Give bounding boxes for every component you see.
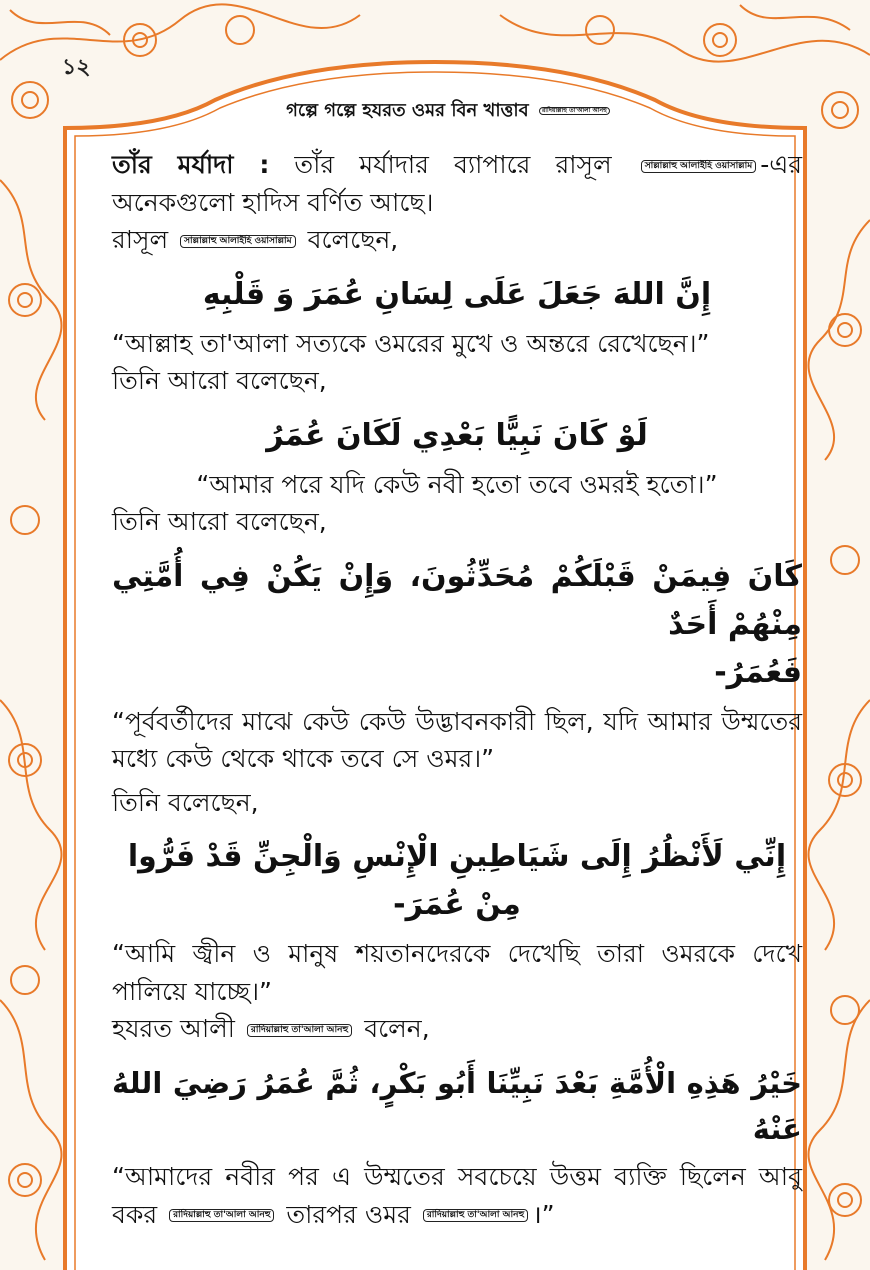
hadith-5-translation-end: ।” — [532, 1199, 555, 1229]
said-line-5 — [112, 1010, 802, 1048]
honorific-badge: রাদিয়াল্লাহু তা'আলা আনহু — [247, 1024, 352, 1037]
hadith-1-translation: “আল্লাহ তা'আলা সত্যকে ওমরের মুখে ও অন্তরে রেখেছেন।” — [112, 328, 710, 358]
honorific-badge: সাল্লাল্লাহু আলাইহি ওয়াসাল্লাম — [641, 160, 757, 173]
honorific-badge: সাল্লাল্লাহু আলাইহি ওয়াসাল্লাম — [180, 235, 296, 248]
hadith-5-translation-part-2: তারপর ওমর — [286, 1199, 411, 1229]
hadith-1-arabic: إِنَّ اللهَ جَعَلَ عَلَى لِسَانِ عُمَرَ وَ قَلْبِهِ — [202, 276, 712, 312]
page-number: ১২ — [62, 55, 91, 80]
honorific-badge: রাদিয়াল্লাহু তা'আলা আনহু — [169, 1209, 274, 1222]
running-title-text: গল্পে গল্পে হযরত ওমর বিন খাত্তাব — [286, 100, 529, 121]
hadith-3-arabic-line-2: فَعُمَرُ- — [714, 654, 802, 690]
said-line-1 — [112, 221, 802, 259]
honorific-badge: রাদিয়াল্লাহু তা'আলা আনহু — [423, 1209, 528, 1222]
section-term: তাঁর মর্যাদা : — [112, 150, 270, 179]
hadith-3-translation: “পূর্ববর্তীদের মাঝে কেউ কেউ উদ্ভাবনকারী ছিল, যদি আমার উম্মতের মধ্যে কেউ থেকে থাকে তবে সে ওমর।” — [112, 706, 802, 773]
intro-paragraph — [112, 146, 802, 221]
hadith-4-arabic: إِنِّي لَأَنْظُرُ إِلَى شَيَاطِينِ الْإِنْسِ وَالْجِنِّ قَدْ فَرُّوا مِنْ عُمَرَ- — [127, 839, 787, 922]
said-5-after: বলেন, — [364, 1014, 430, 1043]
said-1-after: বলেছেন, — [307, 225, 399, 254]
page-content — [112, 146, 802, 1233]
said-line-3: তিনি আরো বলেছেন, — [112, 507, 327, 536]
said-line-2: তিনি আরো বলেছেন, — [112, 366, 327, 395]
hadith-2-arabic: لَوْ كَانَ نَبِيًّا بَعْدِي لَكَانَ عُمَرُ — [266, 417, 648, 453]
hadith-5-translation-part-1: “আমাদের নবীর পর এ উম্মতের সবচেয়ে উত্তম ব্যক্তি ছিলেন আবু বকর — [112, 1162, 802, 1229]
hadith-3-arabic-line-1: كَانَ فِيمَنْ قَبْلَكُمْ مُحَدِّثُونَ، وَإِنْ يَكُنْ فِي أُمَّتِي مِنْهُمْ أَحَدٌ — [112, 558, 802, 642]
hadith-2-translation: “আমার পরে যদি কেউ নবী হতো তবে ওমরই হতো।” — [196, 469, 718, 499]
running-title — [260, 96, 640, 127]
intro-text-2: -এর অনেকগুলো হাদিস বর্ণিত আছে। — [112, 150, 802, 217]
said-5-before: হযরত আলী — [112, 1014, 235, 1043]
hadith-4-translation: “আমি জ্বীন ও মানুষ শয়তানদেরকে দেখেছি তারা ওমরকে দেখে পালিয়ে যাচ্ছে।” — [112, 939, 802, 1006]
honorific-badge: রাদিয়াল্লাহু তা'আলা আনহু — [539, 107, 610, 115]
said-line-4: তিনি বলেছেন, — [112, 787, 259, 817]
hadith-5-arabic: خَيْرُ هَذِهِ الْأُمَّةِ بَعْدَ نَبِيِّنَا أَبُو بَكْرٍ، ثُمَّ عُمَرُ رَضِيَ اللهُ عَنْهُ — [112, 1065, 802, 1146]
said-1-before: রাসূল — [112, 225, 169, 254]
hadith-5-translation — [112, 1158, 802, 1233]
intro-text-1: তাঁর মর্যাদার ব্যাপারে রাসূল — [294, 150, 612, 179]
